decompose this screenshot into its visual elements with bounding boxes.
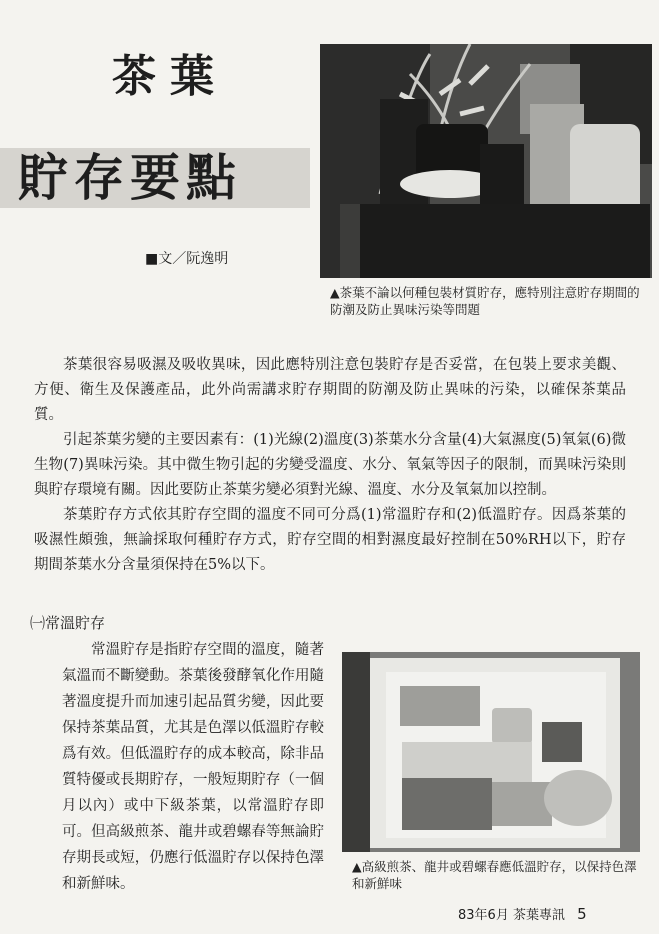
title-line-1: 茶葉 [112, 51, 228, 102]
title-line-2: 貯存要點 [18, 148, 242, 207]
paragraph-1: 茶葉很容易吸濕及吸收異味，因此應特別注意包裝貯存是否妥當，在包裝上要求美觀、方便、衛生及保護產品，此外尚需講求貯存期間的防潮及防止異味的污染，以確保茶葉品質。 [34, 357, 626, 423]
freezer-photo [342, 652, 640, 852]
magazine-name: 茶葉專訊 [512, 908, 565, 923]
section-body: 常溫貯存是指貯存空間的溫度，隨著氣溫而不斷變動。茶葉後發酵氧化作用隨著溫度提升而加速引起品質劣變，因此要保持茶葉品質，尤其是色澤以低溫貯存較爲有效。但低溫貯存的成本較高，除非品質特優或長期貯存，一般短期貯存（一個月以內）或中下級茶葉，以常溫貯存即可。但高級煎茶、龍井或碧螺春等無論貯存期長或短，仍應行低溫貯存以保持色澤和新鮮味。 [62, 642, 324, 892]
page-footer [458, 904, 587, 923]
photo-2-caption: ▲高級煎茶、龍井或碧螺春應低溫貯存，以保持色澤和新鮮味 [352, 859, 637, 891]
issue-date: 83年6月 [458, 908, 509, 923]
photo-1-caption: ▲茶葉不論以何種包裝材質貯存，應特別注意貯存期間的防潮及防止異味污染等問題 [330, 285, 640, 317]
title-band [0, 148, 310, 208]
paragraph-3: 茶葉貯存方式依其貯存空間的溫度不同可分爲(1)常溫貯存和(2)低溫貯存。因爲茶葉的吸濕性頗強，無論採取何種貯存方式，貯存空間的相對濕度最好控制在50%RH以下，貯存期間茶葉水分含量須保持在5%以下。 [34, 507, 626, 573]
section-heading: ㈠常溫貯存 [30, 614, 106, 632]
paragraph-2: 引起茶葉劣變的主要因素有：(1)光線(2)溫度(3)茶葉水分含量(4)大氣濕度(5)氧氣(6)微生物(7)異味污染。其中微生物引起的劣變受溫度、水分、氧氣等因子的限制，而異味污染則與貯存環境有關。因此要防止茶葉劣變必須對光線、溫度、水分及氧氣加以控制。 [34, 432, 626, 498]
tea-storage-photo [320, 44, 652, 278]
page-number: 5 [577, 905, 587, 923]
author-byline: ■文／阮逸明 [145, 251, 229, 267]
